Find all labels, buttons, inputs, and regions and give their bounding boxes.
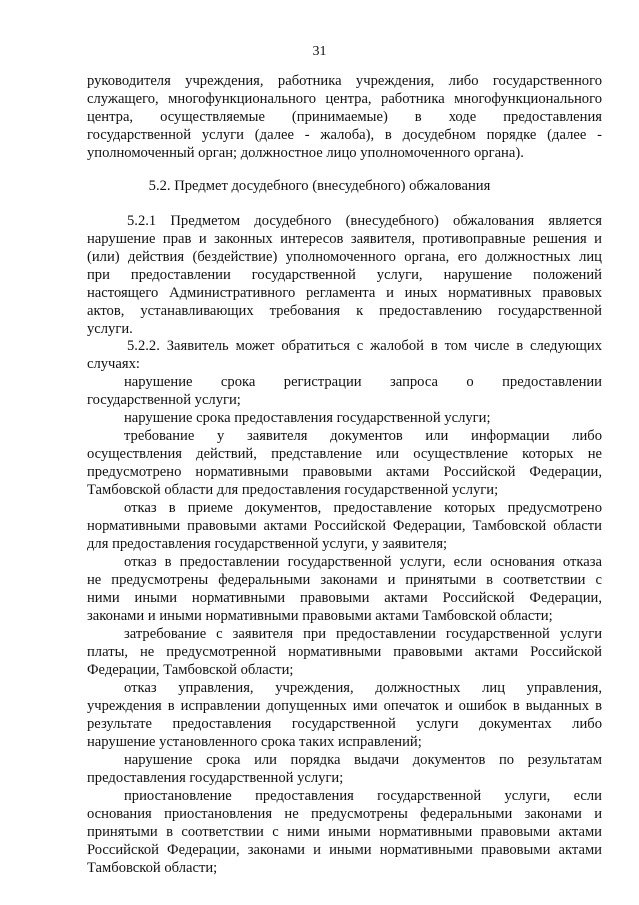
page-number: 31 <box>312 44 327 59</box>
list-item-line: осуществления действий, представление или осуществление которых не <box>87 446 602 462</box>
list-item-line: государственной услуги; <box>87 392 241 408</box>
list-item-line: Тамбовской области; <box>87 860 218 876</box>
intro-line: руководителя учреждения, работника учреждения, либо государственного <box>87 73 602 89</box>
list-item-line: затребование с заявителя при предоставлении государственной услуги <box>124 626 602 642</box>
list-item-line: ними иными нормативными правовыми актами Российской Федерации, <box>87 590 602 606</box>
intro-line: уполномоченный орган; должностное лицо уполномоченного органа). <box>87 145 524 161</box>
list-item-line: основания приостановления не предусмотрены федеральными законами и <box>87 806 602 822</box>
paragraph-line: актов, устанавливающих требования к предоставлению государственной <box>87 303 602 319</box>
section-heading: 5.2. Предмет досудебного (внесудебного) обжалования <box>148 178 491 194</box>
list-item-line: Российской Федерации, законами и иными нормативными правовыми актами <box>87 842 602 858</box>
list-item-line: Федерации, Тамбовской области; <box>87 662 294 678</box>
intro-line: центра, осуществляемые (принимаемые) в ходе предоставления <box>87 109 602 125</box>
list-item-line: нарушение срока предоставления государственной услуги; <box>124 410 491 426</box>
paragraph-line: при предоставлении государственной услуги, нарушение положений <box>87 267 602 283</box>
list-item-line: результате предоставления государственной услуги документах либо <box>87 716 602 732</box>
list-item-line: приостановление предоставления государственной услуги, если <box>124 788 602 804</box>
list-item-line: нарушение срока регистрации запроса о предоставлении <box>124 374 602 390</box>
list-item-line: предоставления государственной услуги; <box>87 770 344 786</box>
list-item-line: законами и иными нормативными правовыми актами Тамбовской области; <box>87 608 553 624</box>
list-item-line: нормативными правовыми актами Российской Федерации, Тамбовской области <box>87 518 602 534</box>
list-item-line: для предоставления государственной услуги, у заявителя; <box>87 536 448 552</box>
paragraph-line: услуги. <box>87 321 133 337</box>
list-item-line: отказ управления, учреждения, должностных лиц управления, <box>124 680 602 696</box>
list-item-line: нарушение срока или порядка выдачи документов по результатам <box>124 752 602 768</box>
paragraph-line: настоящего Административного регламента и иных нормативных правовых <box>87 285 602 301</box>
intro-line: государственной услуги (далее - жалоба), в досудебном порядке (далее - <box>87 127 602 143</box>
paragraph-line: (или) действия (бездействие) уполномоченного органа, его должностных лиц <box>87 249 602 265</box>
list-item-line: отказ в приеме документов, предоставление которых предусмотрено <box>124 500 602 516</box>
list-item-line: предусмотрено нормативными правовыми актами Российской Федерации, <box>87 464 602 480</box>
paragraph-line: нарушение прав и законных интересов заявителя, противоправные решения и <box>87 231 602 247</box>
list-item-line: учреждения в исправлении допущенных ими опечаток и ошибок в выданных в <box>87 698 602 714</box>
list-item-line: не предусмотрены федеральными законами и принятыми в соответствии с <box>87 572 602 588</box>
list-item-line: требование у заявителя документов или информации либо <box>124 428 602 444</box>
list-item-line: платы, не предусмотренной нормативными правовыми актами Российской <box>87 644 602 660</box>
paragraph-line: 5.2.2. Заявитель может обратиться с жалобой в том числе в следующих <box>127 338 602 354</box>
list-item-line: принятыми в соответствии с ними иными нормативными правовыми актами <box>87 824 602 840</box>
paragraph-line: случаях: <box>87 356 140 372</box>
list-item-line: Тамбовской области для предоставления государственной услуги; <box>87 482 499 498</box>
list-item-line: нарушение установленного срока таких исправлений; <box>87 734 422 750</box>
list-item-line: отказ в предоставлении государственной услуги, если основания отказа <box>124 554 602 570</box>
paragraph-line: 5.2.1 Предметом досудебного (внесудебного) обжалования является <box>127 213 602 229</box>
intro-line: служащего, многофункционального центра, работника многофункционального <box>87 91 602 107</box>
